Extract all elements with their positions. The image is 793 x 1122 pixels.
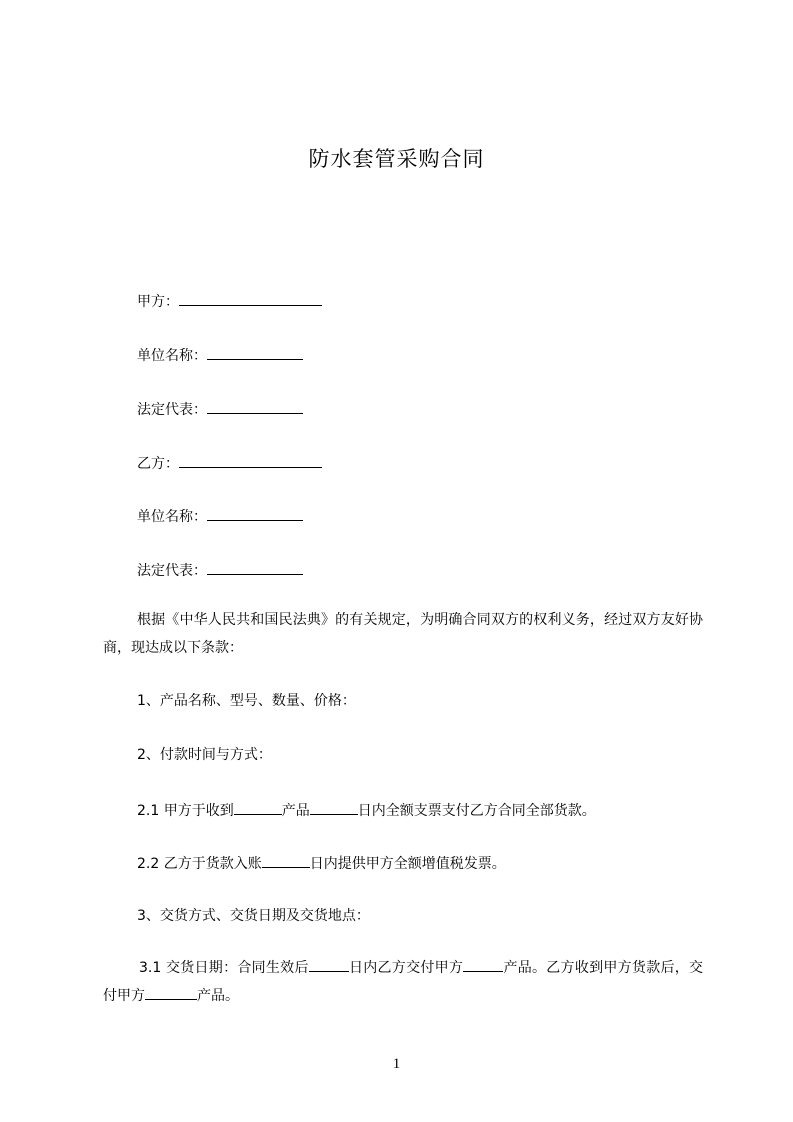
party-b-unit-label: 单位名称： <box>137 509 207 525</box>
clause-2-1-part-b: 产品 <box>281 803 310 819</box>
clause-3-1 <box>103 954 703 1010</box>
party-a-unit-blank[interactable] <box>207 345 303 360</box>
party-b-rep-line <box>137 560 303 580</box>
clause-3-1-part-c: 产品。乙方收到甲方货款后，交付甲方 <box>103 960 704 1004</box>
intro-paragraph: 根据《中华人民共和国民法典》的有关规定，为明确合同双方的权利义务，经过双方友好协商，现达成以下条款： <box>103 612 703 656</box>
party-a-unit-label: 单位名称： <box>137 348 207 364</box>
party-a-rep-blank[interactable] <box>207 399 303 414</box>
page-number: 1 <box>392 1056 401 1072</box>
clause-1: 1、产品名称、型号、数量、价格： <box>137 693 356 709</box>
document-title: 防水套管采购合同 <box>308 147 485 171</box>
clause-2-1-part-c: 日内全额支票支付乙方合同全部货款。 <box>357 803 596 819</box>
clause-2-1 <box>137 800 596 820</box>
clause-2-2 <box>137 853 506 873</box>
party-b-rep-label: 法定代表： <box>137 563 207 579</box>
party-a-blank[interactable] <box>179 291 322 306</box>
clause-3-1-blank-3[interactable] <box>145 985 197 1000</box>
clause-2-2-part-a: 2.2 乙方于货款入账 <box>137 856 262 872</box>
party-b-unit-line <box>137 506 303 526</box>
party-a-rep-line <box>137 399 303 419</box>
clause-3-1-part-b: 日内乙方交付甲方 <box>348 960 464 976</box>
clause-3: 3、交货方式、交货日期及交货地点： <box>137 908 370 924</box>
clause-3-1-part-d: 产品。 <box>197 988 239 1004</box>
clause-2-1-blank-2[interactable] <box>310 800 358 815</box>
party-b-label: 乙方： <box>137 456 179 472</box>
party-a-label: 甲方： <box>137 294 179 310</box>
party-b-rep-blank[interactable] <box>207 560 303 575</box>
party-a-rep-label: 法定代表： <box>137 402 207 418</box>
clause-3-1-blank-2[interactable] <box>463 957 503 972</box>
party-b-blank[interactable] <box>179 453 322 468</box>
party-b-line <box>137 453 322 473</box>
clause-2-1-part-a: 2.1 甲方于收到 <box>137 803 234 819</box>
party-a-unit-line <box>137 345 303 365</box>
clause-2-1-blank-1[interactable] <box>234 800 282 815</box>
clause-3-1-part-a: 3.1 交货日期：合同生效后 <box>139 960 309 976</box>
clause-2-2-blank[interactable] <box>262 853 310 868</box>
clause-3-1-blank-1[interactable] <box>309 957 349 972</box>
clause-2-2-part-b: 日内提供甲方全额增值税发票。 <box>309 856 506 872</box>
clause-2: 2、付款时间与方式： <box>137 747 272 763</box>
party-a-line <box>137 291 322 311</box>
party-b-unit-blank[interactable] <box>207 506 303 521</box>
